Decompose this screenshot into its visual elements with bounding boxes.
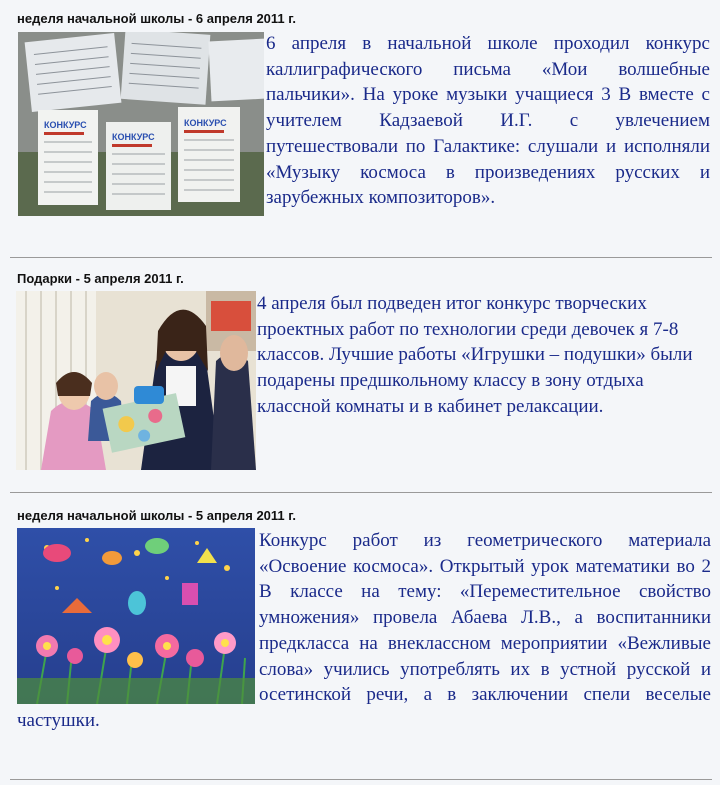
news-body: [17, 528, 711, 734]
news-title[interactable]: неделя начальной школы - 5 апреля 2011 г.: [17, 508, 296, 523]
contest-label-1: КОНКУРС: [44, 120, 87, 130]
news-body: 4 апреля был подведен итог конкурс творческих проектных работ по технологии среди девочек я 7-8 классов. Лучшие работы «Игрушки – подушки» были подарены предшкольному классу в зону отдыха классной комнаты и в кабинет релаксации.: [257, 293, 693, 417]
divider: [10, 257, 712, 258]
photo-calligraphy-contest-icon[interactable]: [18, 32, 264, 216]
news-title[interactable]: неделя начальной школы - 6 апреля 2011 г.: [17, 11, 296, 26]
news-body-text: Конкурс работ из геометрического материала «Освоение космоса». Открытый урок математики во 2 В классе на тему: «Переместительное свойство умножения» провела Абаева Л.В., а воспитанники предкласса на внеклассном мероприятии «Вежливые слова» учились употреблять их в устной русской и осетинской речи, а в заключении спели веселые частушки.: [17, 530, 711, 731]
news-text: [266, 31, 710, 211]
photo-gifts-girls-icon[interactable]: [16, 291, 256, 470]
divider: [10, 779, 712, 780]
news-title[interactable]: Подарки - 5 апреля 2011 г.: [17, 271, 184, 286]
contest-label-3: КОНКУРС: [184, 118, 227, 128]
news-text: [17, 528, 711, 734]
news-body: 6 апреля в начальной школе проходил конкурс каллиграфического письма «Мои волшебные пальчики». На уроке музыки учащиеся 3 В вместе с учителем Кадзаевой И.Г. с увлечением путешествовали по Галактике: слушали и исполняли «Музыку космоса в произведениях русских и зарубежных композиторов».: [266, 33, 710, 209]
contest-label-2: КОНКУРС: [112, 132, 155, 142]
news-text: [257, 291, 707, 420]
image-spacer: [17, 528, 259, 704]
divider: [10, 492, 712, 493]
